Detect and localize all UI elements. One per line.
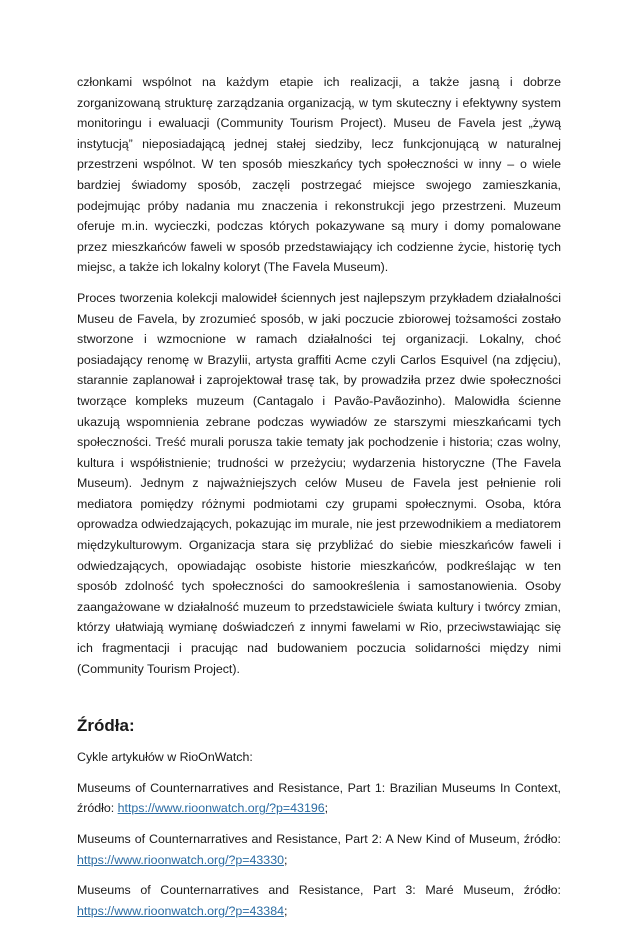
source-link[interactable]: https://www.rioonwatch.org/?p=43330 (77, 852, 284, 867)
body-paragraph: członkami wspólnot na każdym etapie ich realizacji, a także jasną i dobrze zorganizowaną strukturę zarządzania organizacją, w tym skuteczny i efektywny system monitoringu i ewaluacji (Community Tourism Project). Museu de Favela jest „żywą instytucją” nieposiadającą jednej stałej siedziby, lecz funkcjonującą w naturalnej przestrzeni wspólnot. W ten sposób mieszkańcy tych społeczności w inny – o wiele bardziej świadomy sposób, zaczęli postrzegać miejsce swojego zamieszkania, podejmując próby nadania mu znaczenia i rekonstrukcji jego przestrzeni. Muzeum oferuje m.in. wycieczki, podczas których pokazywane są mury i domy pomalowane przez mieszkańców faweli w sposób przedstawiający ich codzienne życie, historię tych miejsc, a także ich lokalny koloryt (The Favela Museum). (77, 75, 561, 275)
source-link[interactable]: https://www.rioonwatch.org/?p=43384 (77, 903, 284, 918)
source-title: Museums of Counternarratives and Resistance, Part 1: Brazilian Museums In Context, źródło: (77, 780, 561, 816)
sources-intro: Cykle artykułów w RioOnWatch: (77, 750, 253, 765)
source-title: Museums of Counternarratives and Resistance, Part 2: A New Kind of Museum, źródło: (77, 832, 561, 846)
source-link[interactable]: https://www.rioonwatch.org/?p=43196 (117, 801, 325, 816)
source-title: Museums of Counternarratives and Resistance, Part 3: Maré Museum, źródło: (77, 883, 561, 898)
body-paragraph: Proces tworzenia kolekcji malowideł ściennych jest najlepszym przykładem działalności Museu de Favela, by zrozumieć sposób, w jaki poczucie zbiorowej tożsamości zostało stworzone i wzmocnione w ramach działalności tej organizacji. Lokalny, choć posiadający renomę w Brazylii, artysta graffiti Acme czyli Carlos Esquivel (na zdjęciu), starannie zaplanował i zaprojektował trasę tak, by prowadziła przez dwie społeczności tworzące kompleks muzeum (Cantagalo i Pavão-Pavãozinho). Malowidła ścienne ukazują wspomnienia zebrane podczas wywiadów ze starszymi mieszkańcami tych społeczności. Treść murali porusza takie tematy jak pochodzenie i historia; czas wolny, kultura i współistnienie; trudności w przeżyciu; wydarzenia historyczne (The Favela Museum). Jednym z najważniejszych celów Museu de Favela jest pełnienie roli mediatora pomiędzy różnymi podmiotami czy grupami społecznymi. Osoba, która oprowadza odwiedzających, pokazując im murale, nie jest przewodnikiem a mediatorem międzykulturowym. Organizacja stara się przybliżać do siebie mieszkańców faweli i odwiedzających, opowiadając osobiste historie mieszkańców, podkreślając w ten sposób zdolność tych społeczności do samookreślenia i samostanowienia. Osoby zaangażowane w działalność muzeum to przedstawiciele świata kultury i twórcy zmian, którzy ułatwiają wymianę doświadczeń z innymi fawelami w Rio, przeciwstawiając się ich fragmentacji i pracując nad budowaniem poczucia solidarności między nimi (Community Tourism Project). (77, 290, 561, 676)
source-item (77, 778, 561, 819)
source-item (77, 880, 561, 921)
source-suffix: ; (283, 852, 288, 867)
document-page (77, 72, 561, 931)
source-suffix: ; (283, 903, 288, 918)
sources-heading: Źródła: (77, 716, 135, 736)
source-suffix: ; (324, 801, 329, 816)
source-item (77, 829, 561, 870)
